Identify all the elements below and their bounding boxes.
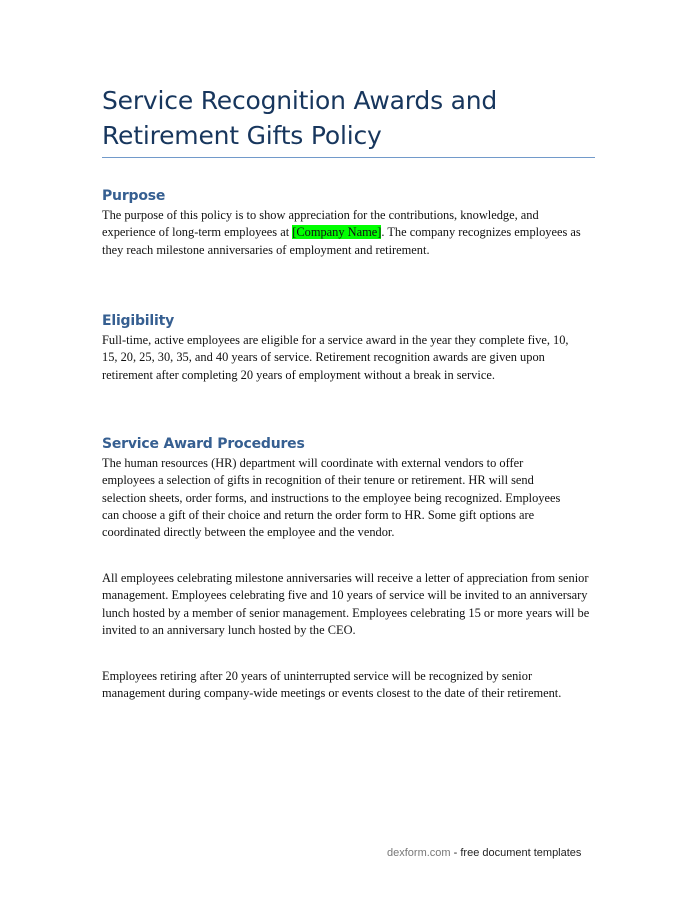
purpose-text-after: . The company recognizes employees as they reach milestone anniversaries of employment and retirement. <box>102 225 581 257</box>
purpose-text-before: The purpose of this policy is to show appreciation for the contributions, knowledge, and experience of long-term employees at <box>102 208 539 240</box>
document-title: Service Recognition Awards and Retirement Gifts Policy <box>102 86 498 150</box>
section-heading-procedures: Service Award Procedures <box>102 436 305 452</box>
company-name-placeholder: [Company Name] <box>292 225 382 240</box>
footer-brand-link[interactable]: dexform.com <box>387 847 451 859</box>
page-footer <box>387 846 581 860</box>
title-divider <box>102 157 595 158</box>
section-heading-purpose: Purpose <box>102 188 166 204</box>
purpose-paragraph <box>102 207 582 259</box>
procedures-paragraph-2: All employees celebrating milestone anniversaries will receive a letter of appreciation from senior management. Employees celebrating five and 10 years of service will be invited to an anniversary lunch hosted by a member of senior management. Employees celebrating 15 or more years will be invited to an anniversary lunch hosted by the CEO. <box>102 571 590 637</box>
eligibility-paragraph: Full-time, active employees are eligible for a service award in the year they complete five, 10, 15, 20, 25, 30, 35, and 40 years of service. Retirement recognition awards are given upon retirement after completing 20 years of employment without a break in service. <box>102 333 569 382</box>
footer-tagline: - free document templates <box>450 847 582 859</box>
procedures-paragraph-1: The human resources (HR) department will coordinate with external vendors to offer employees a selection of gifts in recognition of their tenure or retirement. HR will send selection sheets, order forms, and instructions to the employee being recognized. Employees can choose a gift of their choice and return the order form to HR. Some gift options are coordinated directly between the employee and the vendor. <box>102 456 561 540</box>
section-heading-eligibility: Eligibility <box>102 313 175 329</box>
procedures-paragraph-3: Employees retiring after 20 years of uninterrupted service will be recognized by senior management during company-wide meetings or events closest to the date of their retirement. <box>102 669 562 701</box>
